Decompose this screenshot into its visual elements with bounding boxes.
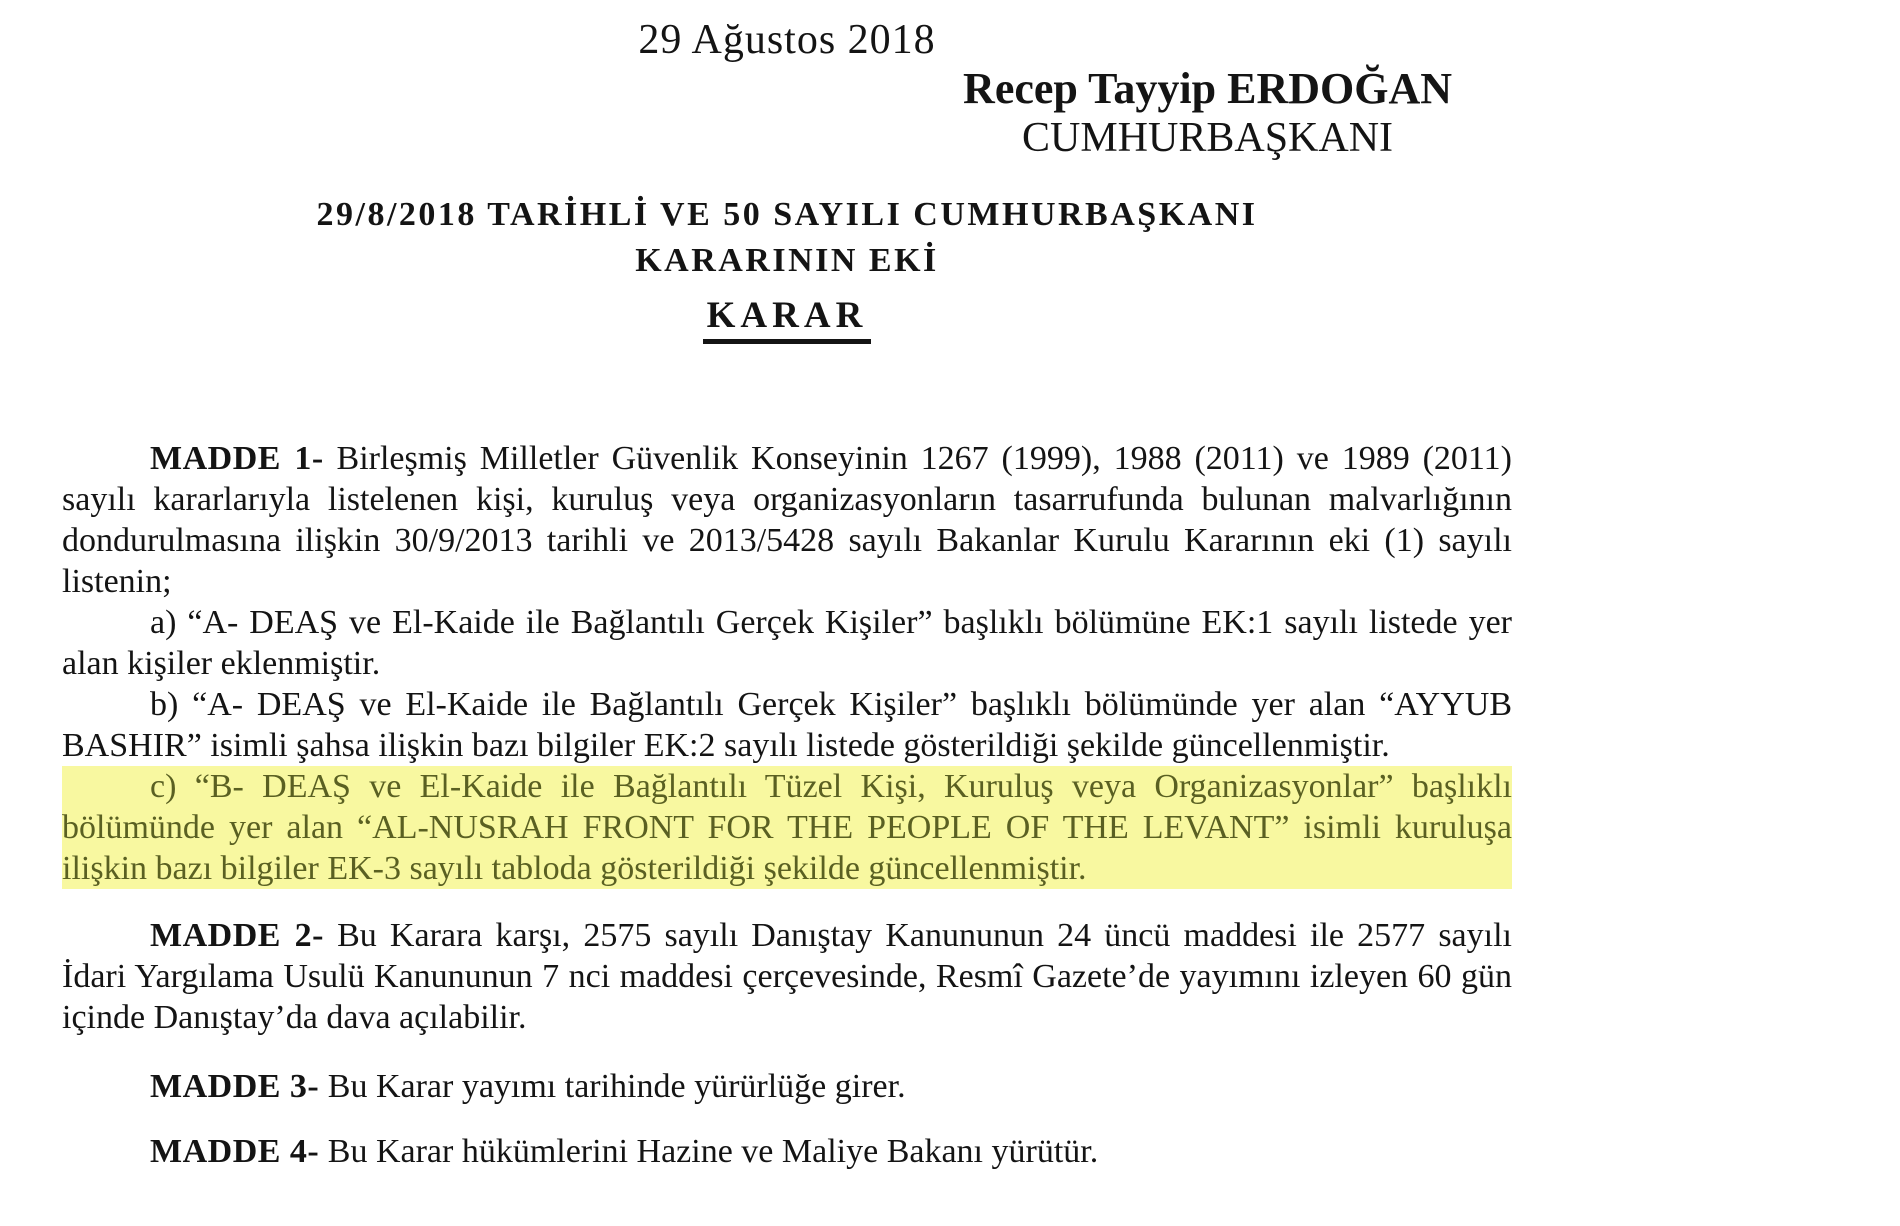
- list-item-c-highlighted: [62, 766, 1512, 889]
- article-4-text: Bu Karar hükümlerini Hazine ve Maliye Bakanı yürütür.: [319, 1133, 1099, 1170]
- article-3-label: MADDE 3-: [150, 1068, 320, 1105]
- decree-title-line-2: KARARININ EKİ: [635, 242, 939, 279]
- decree-title-line-1: 29/8/2018 TARİHLİ VE 50 SAYILI CUMHURBAŞKANI: [316, 196, 1258, 233]
- article-3-text: Bu Karar yayımı tarihinde yürürlüğe girer.: [319, 1068, 906, 1105]
- article-2-paragraph: [62, 915, 1512, 1038]
- article-4-paragraph: [62, 1131, 1512, 1172]
- article-2-label: MADDE 2-: [150, 917, 324, 954]
- article-1-paragraph: [62, 438, 1512, 602]
- list-item-a-text: a) “A- DEAŞ ve El-Kaide ile Bağlantılı Gerçek Kişiler” başlıklı bölümüne EK:1 sayılı listede yer alan kişiler eklenmiştir.: [62, 604, 1512, 682]
- article-3-paragraph: [62, 1066, 1512, 1107]
- date-line: 29 Ağustos 2018: [638, 17, 936, 63]
- karar-heading-wrap: [62, 296, 1512, 344]
- article-1-text: Birleşmiş Milletler Güvenlik Konseyinin 1267 (1999), 1988 (2011) ve 1989 (2011) sayılı kararlarıyla listelenen kişi, kuruluş veya organizasyonların tasarrufunda bulunan malvarlığının dondurulmasına ilişkin 30/9/2013 tarihli ve 2013/5428 sayılı Bakanlar Kurulu Kararının eki (1) sayılı listenin;: [62, 440, 1512, 600]
- decree-title: [62, 192, 1512, 284]
- document-content: [62, 0, 1512, 1172]
- article-4-label: MADDE 4-: [150, 1133, 320, 1170]
- article-1-label: MADDE 1-: [150, 440, 324, 477]
- list-item-b: [62, 684, 1512, 766]
- list-item-a: [62, 602, 1512, 684]
- karar-heading: KARAR: [703, 296, 872, 344]
- list-item-c-text: c) “B- DEAŞ ve El-Kaide ile Bağlantılı Tüzel Kişi, Kuruluş veya Organizasyonlar” başlıklı bölümünde yer alan “AL-NUSRAH FRONT FOR THE PEOPLE OF THE LEVANT” isimli kuruluşa ilişkin bazı bilgiler EK-3 sayılı tabloda gösterildiği şekilde güncellenmiştir.: [62, 768, 1512, 887]
- article-2-text: Bu Karara karşı, 2575 sayılı Danıştay Kanununun 24 üncü maddesi ile 2577 sayılı İdari Yargılama Usulü Kanununun 7 nci maddesi çerçevesinde, Resmî Gazete’de yayımını izleyen 60 gün içinde Danıştay’da dava açılabilir.: [62, 917, 1512, 1036]
- decision-body: [62, 438, 1512, 1172]
- signature-title: CUMHURBAŞKANI: [1021, 115, 1394, 161]
- signature-block: [963, 64, 1452, 162]
- signature-name: Recep Tayyip ERDOĞAN: [963, 64, 1452, 113]
- list-item-b-text: b) “A- DEAŞ ve El-Kaide ile Bağlantılı Gerçek Kişiler” başlıklı bölümünde yer alan “AYYUB BASHIR” isimli şahsa ilişkin bazı bilgiler EK:2 sayılı listede gösterildiği şekilde güncellenmiştir.: [62, 686, 1512, 764]
